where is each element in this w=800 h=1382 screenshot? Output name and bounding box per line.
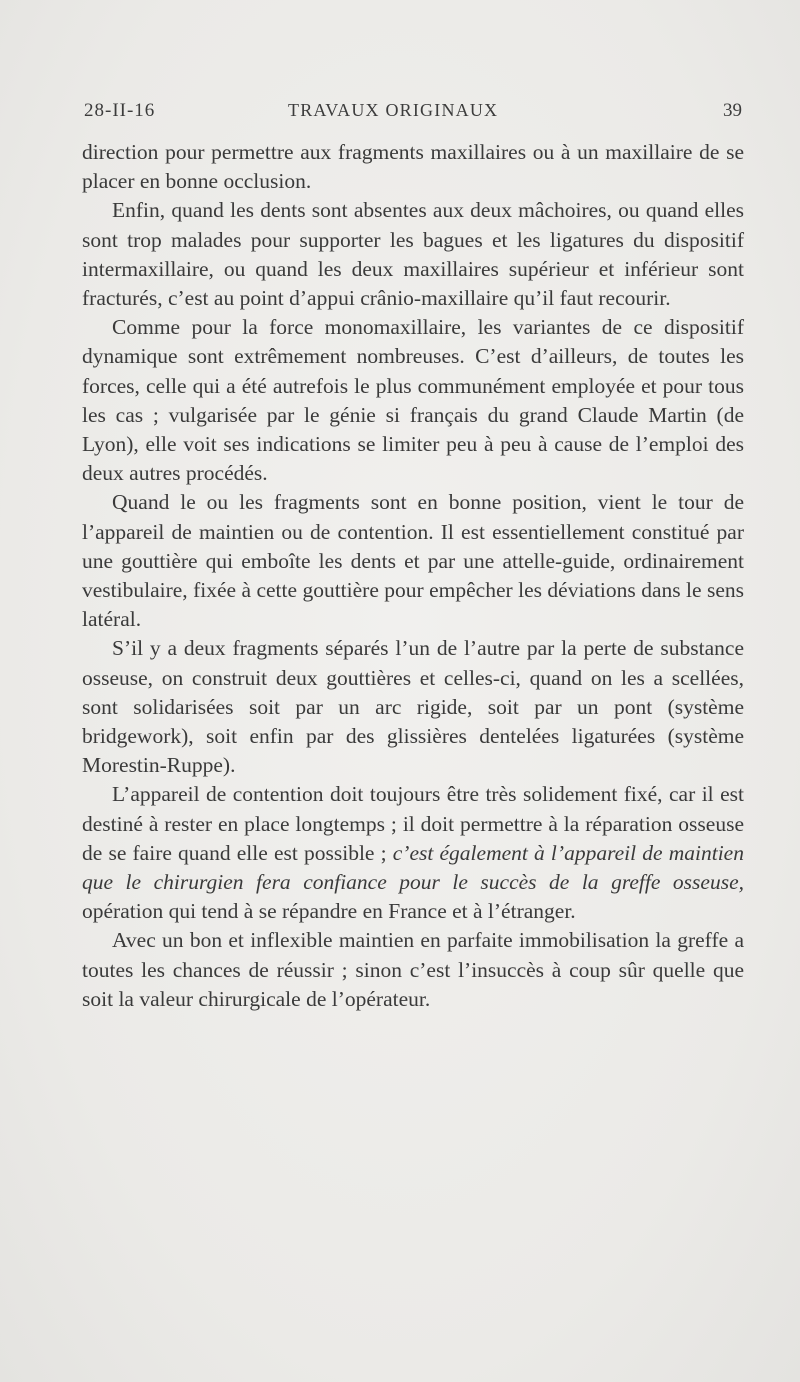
paragraph-variantes: Comme pour la force monomaxillaire, les variantes de ce dispositif dynamique sont extrêmement nombreuses. C’est d’ailleurs, de toutes les forces, celle qui a été autrefois le plus communément employée et pour tous les cas ; vulgarisée par le génie si français du grand Claude Martin (de Lyon), elle voit ses indications se limiter peu à peu à cause de l’emploi des deux autres procédés. (82, 315, 744, 486)
running-head (84, 100, 742, 128)
paragraph-contention (82, 780, 744, 926)
paragraph-contention-end: opération qui tend à se répandre en France et à l’étranger. (82, 899, 576, 924)
running-head-date: 28-II-16 (84, 100, 156, 121)
body-text (82, 138, 744, 1014)
running-head-title: TRAVAUX ORIGINAUX (288, 100, 499, 120)
paragraph-contention-start: L’appareil de contention doit toujours être très solidement fixé, car il est destiné à rester en place longtemps ; il doit permettre à la réparation osseuse de se faire quand elle est possible ; (82, 782, 744, 865)
paragraph-deux-fragments: S’il y a deux fragments séparés l’un de l’autre par la perte de substance osseuse, on construit deux gouttières et celles-ci, quand on les a scellées, sont solidarisées soit par un arc rigide, soit par un pont (système bridgework), soit enfin par des glissières dentelées ligaturées (système Morestin-Ruppe). (82, 636, 744, 778)
paragraph-appareil-maintien: Quand le ou les fragments sont en bonne position, vient le tour de l’appareil de maintien ou de contention. Il est essentiellement constitué par une gouttière qui emboîte les dents et par une attelle-guide, ordinairement vestibulaire, fixée à cette gouttière pour empêcher les déviations dans le sens latéral. (82, 490, 744, 632)
paragraph-contention-italic: c’est également à l’appareil de maintien que le chirurgien fera confiance pour le succès de la greffe osseuse, (82, 840, 744, 895)
paragraph-continuation: direction pour permettre aux fragments maxillaires ou à un maxillaire de se placer en bonne occlusion. (82, 140, 744, 194)
paragraph-cranio-maxillaire: Enfin, quand les dents sont absentes aux deux mâchoires, ou quand elles sont trop malades pour supporter les bagues et les ligatures du dispositif intermaxillaire, ou quand les deux maxillaires supérieur et inférieur sont fracturés, c’est au point d’appui crânio-maxillaire qu’il faut recourir. (82, 198, 744, 311)
page-number: 39 (723, 100, 742, 121)
paragraph-conclusion: Avec un bon et inflexible maintien en parfaite immobilisation la greffe a toutes les chances de réussir ; sinon c’est l’insuccès à coup sûr quelle que soit la valeur chirurgicale de l’opérateur. (82, 928, 744, 1011)
